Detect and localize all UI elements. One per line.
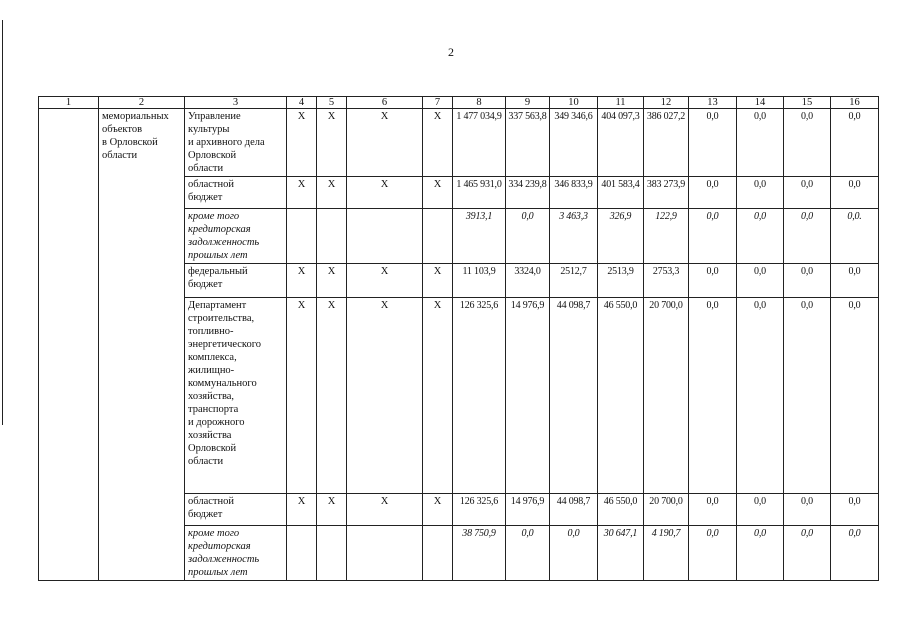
code-mark-cell: Х [287, 177, 317, 209]
column-number-row [39, 97, 879, 109]
amount-cell: 0,0 [506, 209, 550, 264]
amount-cell: 0,0 [784, 177, 831, 209]
amount-cell: 0,0 [689, 526, 737, 581]
col-header: 15 [784, 97, 831, 109]
code-mark-cell: Х [347, 298, 423, 494]
amount-cell: 0,0 [784, 109, 831, 177]
amount-cell: 30 647,1 [598, 526, 644, 581]
amount-cell: 2512,7 [550, 264, 598, 298]
code-mark-cell [423, 209, 453, 264]
amount-cell: 14 976,9 [506, 298, 550, 494]
col-header: 3 [185, 97, 287, 109]
col-header: 2 [99, 97, 185, 109]
amount-cell: 0,0 [689, 209, 737, 264]
amount-cell: 126 325,6 [453, 494, 506, 526]
code-mark-cell [287, 526, 317, 581]
page-number: 2 [448, 45, 454, 59]
code-mark-cell [317, 209, 347, 264]
amount-cell: 0,0 [737, 494, 784, 526]
col-header: 10 [550, 97, 598, 109]
amount-cell: 0,0 [784, 209, 831, 264]
budget-table [38, 96, 879, 581]
code-mark-cell: Х [347, 109, 423, 177]
col-header: 11 [598, 97, 644, 109]
scan-edge-line [2, 20, 3, 425]
code-mark-cell: Х [317, 264, 347, 298]
code-mark-cell [317, 526, 347, 581]
amount-cell: 383 273,9 [644, 177, 689, 209]
amount-cell: 386 027,2 [644, 109, 689, 177]
amount-cell: 0,0 [737, 209, 784, 264]
amount-cell: 2513,9 [598, 264, 644, 298]
amount-cell: 20 700,0 [644, 494, 689, 526]
amount-cell: 337 563,8 [506, 109, 550, 177]
amount-cell: 0,0 [784, 526, 831, 581]
amount-cell: 0,0 [831, 177, 879, 209]
code-mark-cell: Х [317, 494, 347, 526]
amount-cell: 0,0 [550, 526, 598, 581]
code-mark-cell: Х [317, 109, 347, 177]
code-mark-cell: Х [423, 298, 453, 494]
col-header: 5 [317, 97, 347, 109]
executor-cell: кроме того кредиторская задолженность прошлых лет [185, 526, 287, 581]
amount-cell: 46 550,0 [598, 494, 644, 526]
object-name-cell: мемориальных объектов в Орловской области [99, 109, 185, 581]
amount-cell: 404 097,3 [598, 109, 644, 177]
amount-cell: 346 833,9 [550, 177, 598, 209]
code-mark-cell: Х [347, 177, 423, 209]
code-mark-cell: Х [287, 298, 317, 494]
amount-cell: 401 583,4 [598, 177, 644, 209]
amount-cell: 0,0 [737, 177, 784, 209]
amount-cell: 0,0 [506, 526, 550, 581]
code-mark-cell: Х [287, 494, 317, 526]
col-header: 7 [423, 97, 453, 109]
amount-cell: 1 477 034,9 [453, 109, 506, 177]
amount-cell: 2753,3 [644, 264, 689, 298]
amount-cell: 4 190,7 [644, 526, 689, 581]
code-mark-cell: Х [347, 264, 423, 298]
executor-cell: кроме того кредиторская задолженность прошлых лет [185, 209, 287, 264]
amount-cell: 0,0 [689, 109, 737, 177]
amount-cell: 0,0 [737, 526, 784, 581]
amount-cell: 0,0 [831, 494, 879, 526]
table-row [39, 109, 879, 177]
amount-cell: 0,0 [689, 298, 737, 494]
amount-cell: 11 103,9 [453, 264, 506, 298]
code-mark-cell: Х [423, 494, 453, 526]
amount-cell: 0,0 [831, 526, 879, 581]
col-header: 8 [453, 97, 506, 109]
executor-cell: Управление культуры и архивного дела Орловской области [185, 109, 287, 177]
amount-cell: 3913,1 [453, 209, 506, 264]
code-mark-cell: Х [287, 264, 317, 298]
amount-cell: 46 550,0 [598, 298, 644, 494]
code-mark-cell [287, 209, 317, 264]
code-mark-cell: Х [317, 298, 347, 494]
amount-cell: 0,0 [784, 264, 831, 298]
amount-cell: 0,0 [831, 264, 879, 298]
amount-cell: 38 750,9 [453, 526, 506, 581]
code-mark-cell: Х [287, 109, 317, 177]
amount-cell: 20 700,0 [644, 298, 689, 494]
amount-cell: 0,0 [784, 298, 831, 494]
executor-cell: Департамент строительства, топливно- энергетического комплекса, жилищно- коммунального хозяйства, транспорта и дорожного хозяйства Орловской области [185, 298, 287, 494]
amount-cell: 44 098,7 [550, 494, 598, 526]
amount-cell: 334 239,8 [506, 177, 550, 209]
amount-cell: 3324,0 [506, 264, 550, 298]
col-header: 13 [689, 97, 737, 109]
col-header: 6 [347, 97, 423, 109]
code-mark-cell: Х [423, 177, 453, 209]
amount-cell: 44 098,7 [550, 298, 598, 494]
col-header: 4 [287, 97, 317, 109]
amount-cell: 122,9 [644, 209, 689, 264]
code-mark-cell [347, 209, 423, 264]
code-mark-cell [423, 526, 453, 581]
col-header: 14 [737, 97, 784, 109]
amount-cell: 349 346,6 [550, 109, 598, 177]
col-header: 1 [39, 97, 99, 109]
amount-cell: 0,0 [689, 494, 737, 526]
executor-cell: областной бюджет [185, 177, 287, 209]
code-mark-cell: Х [347, 494, 423, 526]
amount-cell: 0,0 [831, 298, 879, 494]
empty-index-cell [39, 109, 99, 581]
amount-cell: 1 465 931,0 [453, 177, 506, 209]
amount-cell: 326,9 [598, 209, 644, 264]
executor-cell: федеральный бюджет [185, 264, 287, 298]
col-header: 16 [831, 97, 879, 109]
code-mark-cell: Х [423, 264, 453, 298]
amount-cell: 0,0 [737, 298, 784, 494]
amount-cell: 0,0 [737, 264, 784, 298]
amount-cell: 3 463,3 [550, 209, 598, 264]
col-header: 12 [644, 97, 689, 109]
code-mark-cell [347, 526, 423, 581]
code-mark-cell: Х [317, 177, 347, 209]
col-header: 9 [506, 97, 550, 109]
amount-cell: 0,0 [689, 264, 737, 298]
amount-cell: 0,0 [831, 109, 879, 177]
amount-cell: 0,0 [689, 177, 737, 209]
amount-cell: 0,0 [784, 494, 831, 526]
amount-cell: 126 325,6 [453, 298, 506, 494]
amount-cell: 0,0 [737, 109, 784, 177]
code-mark-cell: Х [423, 109, 453, 177]
amount-cell: 14 976,9 [506, 494, 550, 526]
executor-cell: областной бюджет [185, 494, 287, 526]
table-body [39, 109, 879, 581]
amount-cell: 0,0. [831, 209, 879, 264]
